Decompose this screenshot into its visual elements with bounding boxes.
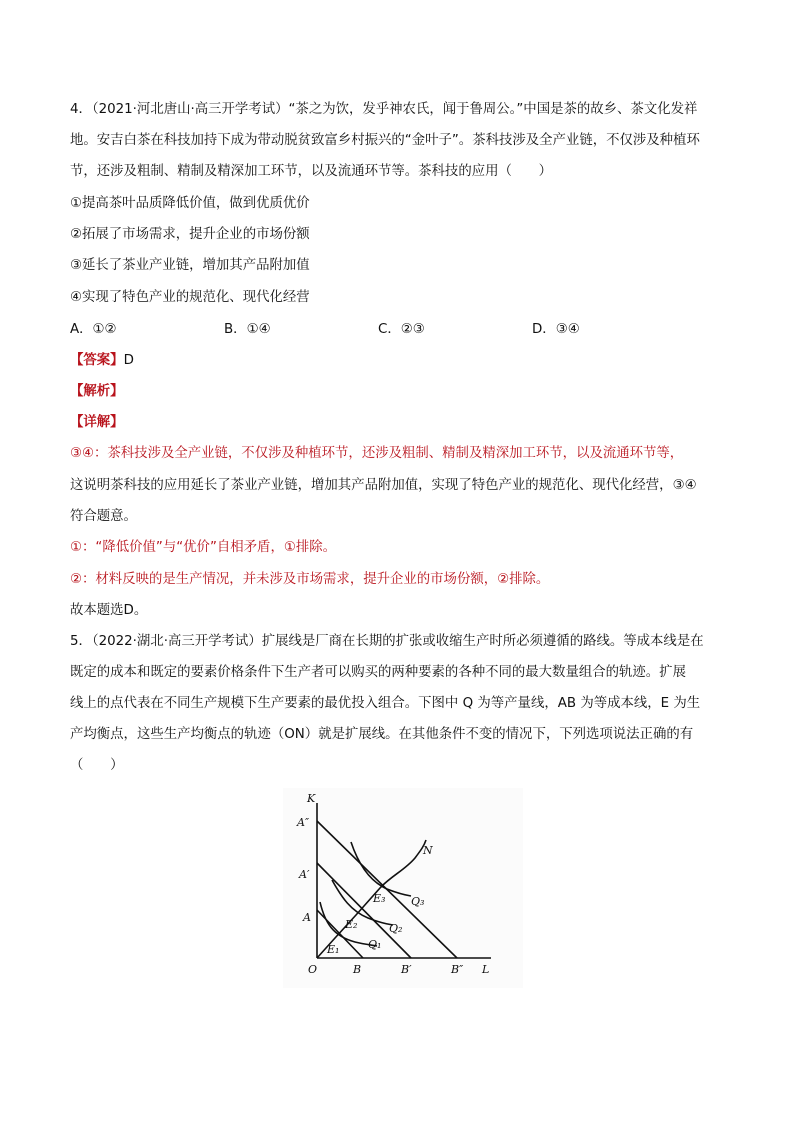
- q5-stem-line-5: （ ）: [70, 758, 124, 773]
- q4-statement-2: ②拓展了市场需求，提升企业的市场份额: [70, 227, 310, 242]
- label-a: A: [303, 911, 311, 924]
- q4-option-d: D．③④: [532, 322, 580, 337]
- q4-answer: [70, 351, 134, 371]
- label-q1: Q₁: [368, 938, 382, 951]
- label-l: L: [482, 963, 490, 976]
- answer-value: D: [123, 353, 134, 368]
- label-e1: E₁: [327, 943, 340, 956]
- label-e2: E₂: [345, 918, 358, 931]
- exclusion-line-2: ②：材料反映的是生产情况，并未涉及市场需求，提升企业的市场份额，②排除。: [70, 572, 550, 587]
- label-e3: E₃: [373, 892, 386, 905]
- q4-statement-3: ③延长了茶业产业链，增加其产品附加值: [70, 258, 310, 273]
- q4-statement-1: ①提高茶叶品质降低价值，做到优质优价: [70, 196, 310, 211]
- expansion-path-figure: [283, 788, 523, 988]
- label-n: N: [423, 844, 433, 857]
- q4-option-b: B．①④: [224, 322, 271, 337]
- label-a1: A′: [299, 868, 310, 881]
- detail-line-1: ③④：茶科技涉及全产业链，不仅涉及种植环节，还涉及粗制、精制及精深加工环节，以及流通环节等，: [70, 446, 684, 461]
- label-q2: Q₂: [389, 922, 403, 935]
- label-k: K: [307, 792, 316, 805]
- q4-statement-4: ④实现了特色产业的规范化、现代化经营: [70, 290, 310, 305]
- q4-stem-line-3: 节，还涉及粗制、精制及精深加工环节，以及流通环节等。茶科技的应用（ ）: [70, 164, 553, 179]
- analysis-label: 【解析】: [70, 384, 124, 399]
- detail-label: 【详解】: [70, 415, 124, 430]
- q5-stem-line-4: 产均衡点，这些生产均衡点的轨迹（ON）就是扩展线。在其他条件不变的情况下，下列选项说法正确的有: [70, 727, 694, 742]
- q4-stem-line-2: 地。安吉白茶在科技加持下成为带动脱贫致富乡村振兴的“金叶子”。茶科技涉及全产业链，不仅涉及种植环: [70, 133, 700, 148]
- q5-stem-line-2: 既定的成本和既定的要素价格条件下生产者可以购买的两种要素的各种不同的最大数量组合的轨迹。扩展: [70, 665, 686, 680]
- q4-option-c: C．②③: [378, 322, 425, 337]
- label-b: B: [353, 963, 362, 976]
- q4-option-a: A．①②: [70, 322, 117, 337]
- label-b1: B′: [401, 963, 412, 976]
- q4-stem-line-1: 4．（2021·河北唐山·高三开学考试）“茶之为饮，发乎神农氏，闻于鲁周公。”中国是茶的故乡、茶文化发祥: [70, 102, 698, 117]
- exclusion-line-1: ①：“降低价值”与“优价”自相矛盾，①排除。: [70, 540, 337, 555]
- q5-stem-line-3: 线上的点代表在不同生产规模下生产要素的最优投入组合。下图中 Q 为等产量线，AB 为等成本线，E 为生: [70, 696, 701, 711]
- label-a2: A″: [297, 816, 310, 829]
- label-q3: Q₃: [411, 895, 425, 908]
- label-b2: B″: [451, 963, 464, 976]
- detail-line-3: 符合题意。: [70, 509, 137, 524]
- label-o: O: [308, 963, 318, 976]
- conclusion-line: 故本题选D。: [70, 603, 148, 618]
- detail-line-2: 这说明茶科技的应用延长了茶业产业链，增加其产品附加值，实现了特色产业的规范化、现代化经营，③④: [70, 478, 697, 493]
- q5-stem-line-1: 5．（2022·湖北·高三开学考试）扩展线是厂商在长期的扩张或收缩生产时所必须遵循的路线。等成本线是在: [70, 634, 704, 649]
- answer-label: 【答案】: [70, 353, 124, 368]
